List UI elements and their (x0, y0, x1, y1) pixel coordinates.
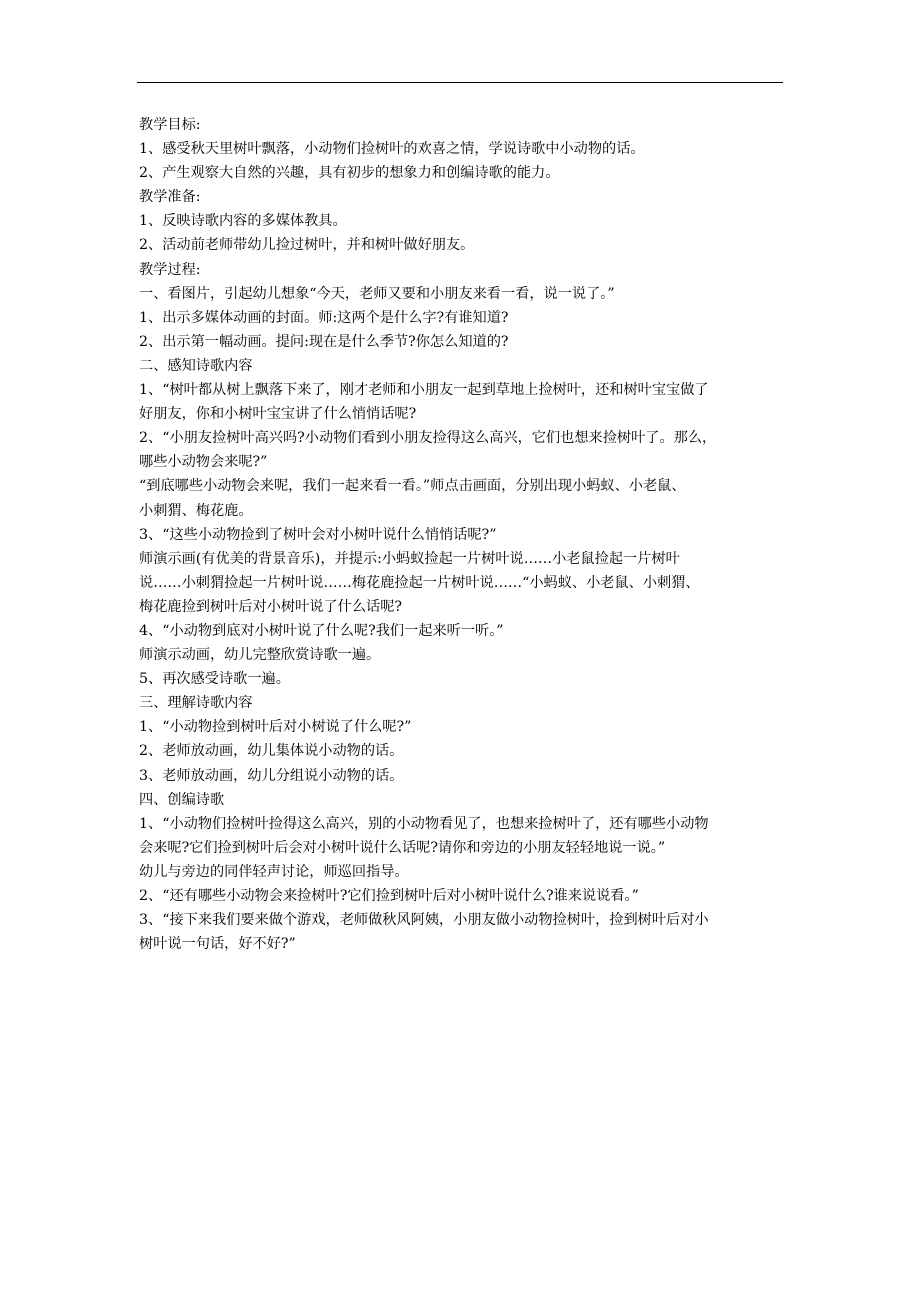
text-line: 2、出示第一幅动画。提问:现在是什么季节?你怎么知道的? (139, 333, 509, 350)
text-line: 2、“小朋友捡树叶高兴吗?小动物们看到小朋友捡得这么高兴，它们也想来捡树叶了。那么， (139, 430, 717, 447)
text-line: 3、“接下来我们要来做个游戏，老师做秋风阿姨，小朋友做小动物捡树叶，捡到树叶后对小 (139, 912, 709, 929)
text-line: 1、感受秋天里树叶飘落，小动物们捡树叶的欢喜之情，学说诗歌中小动物的话。 (139, 141, 645, 158)
text-line: 3、老师放动画，幼儿分组说小动物的话。 (139, 767, 404, 784)
text-line: 说……小刺猬捡起一片树叶说……梅花鹿捡起一片树叶说……“小蚂蚁、小老鼠、小刺猬、 (139, 574, 700, 591)
text-line: 哪些小动物会来呢?” (139, 454, 268, 471)
text-line: 一、看图片，引起幼儿想象“今天，老师又要和小朋友来看一看，说一说了。” (139, 285, 615, 302)
text-line: 5、再次感受诗歌一遍。 (139, 671, 290, 688)
text-line: 1、反映诗歌内容的多媒体教具。 (139, 213, 347, 230)
text-line: 2、产生观察大自然的兴趣，具有初步的想象力和创编诗歌的能力。 (139, 165, 560, 182)
document-body (139, 113, 789, 956)
text-line: 1、“小动物们捡树叶捡得这么高兴，别的小动物看见了，也想来捡树叶了，还有哪些小动物 (139, 815, 709, 832)
text-line: 1、出示多媒体动画的封面。师:这两个是什么字?有谁知道? (139, 309, 509, 326)
text-line: 2、活动前老师带幼儿捡过树叶，并和树叶做好朋友。 (139, 237, 475, 254)
section-heading-create: 四、创编诗歌 (139, 791, 225, 808)
text-line: 幼儿与旁边的同伴轻声讨论，师巡回指导。 (139, 863, 409, 880)
text-line: 梅花鹿捡到树叶后对小树叶说了什么话呢? (139, 598, 402, 615)
section-heading-process: 教学过程: (139, 261, 201, 278)
text-line: 1、“小动物捡到树叶后对小树说了什么呢?” (139, 719, 412, 736)
text-line: 2、老师放动画，幼儿集体说小动物的话。 (139, 743, 404, 760)
text-line: 会来呢?它们捡到树叶后会对小树叶说什么话呢?请你和旁边的小朋友轻轻地说一说。” (139, 839, 666, 856)
text-line: 4、“小动物到底对小树叶说了什么呢?我们一起来听一听。” (139, 622, 504, 639)
text-line: 师演示画(有优美的背景音乐)，并提示:小蚂蚁捡起一片树叶说……小老鼠捡起一片树叶 (139, 550, 680, 567)
section-heading-understand: 三、理解诗歌内容 (139, 695, 253, 712)
section-heading-perceive: 二、感知诗歌内容 (139, 357, 253, 374)
text-line: 3、“这些小动物捡到了树叶会对小树叶说什么悄悄话呢?” (139, 526, 497, 543)
text-line: “到底哪些小动物会来呢，我们一起来看一看。”师点击画面，分别出现小蚂蚁、小老鼠、 (139, 478, 686, 495)
text-line: 好朋友，你和小树叶宝宝讲了什么悄悄话呢? (139, 406, 417, 423)
text-line: 2、“还有哪些小动物会来捡树叶?它们捡到树叶后对小树叶说什么?谁来说说看。” (139, 888, 639, 904)
text-line: 小刺猬、梅花鹿。 (139, 502, 253, 519)
section-heading-objectives: 教学目标: (139, 117, 201, 133)
text-line: 1、“树叶都从树上飘落下来了，刚才老师和小朋友一起到草地上捡树叶，还和树叶宝宝做了 (139, 382, 709, 399)
text-line: 师演示动画，幼儿完整欣赏诗歌一遍。 (139, 647, 381, 664)
text-line: 树叶说一句话，好不好?” (139, 936, 296, 953)
section-heading-preparation: 教学准备: (139, 189, 201, 206)
header-rule (137, 82, 783, 83)
